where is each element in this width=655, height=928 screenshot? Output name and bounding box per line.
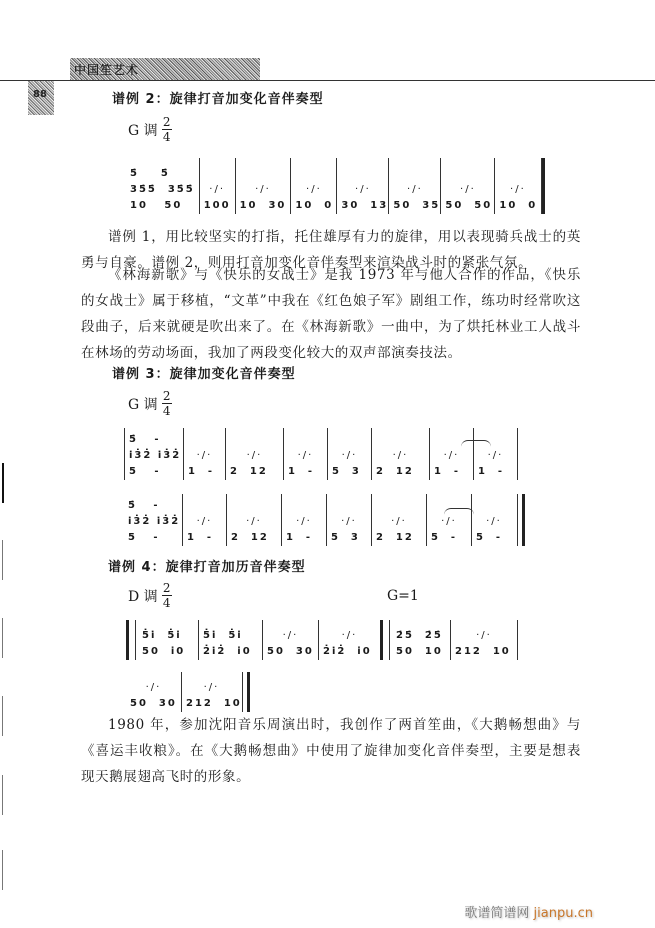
- score-measure: ·/· 10 0: [494, 158, 540, 214]
- score-measure: 5̇ 5̇ 35̇5̇ 35̇5̇ 10 50: [130, 168, 195, 211]
- example-2-key-signature: [128, 116, 172, 143]
- tie-slur: [461, 440, 491, 447]
- key-label: G 调: [128, 122, 158, 139]
- example-3-score-row-2: 5̇ - i̇3̇2̇ i̇3̇2̇ 5 - ·/· 1 - ·/· 2 12 ·/· 1 - ·/· 5 3 ·/· 2 12 ·/· 5 - ·/· 5 -: [124, 494, 530, 546]
- header-rule: [0, 80, 655, 81]
- example-4-heading: 谱例 4：旋律打音加历音伴奏型: [108, 560, 306, 575]
- margin-mark: [2, 618, 3, 658]
- margin-mark: [2, 850, 3, 890]
- final-barline: [541, 158, 545, 214]
- margin-mark: [2, 463, 4, 503]
- repeat-start-barline: [126, 620, 136, 660]
- site-watermark: 歌谱简谱网 jianpu.cn: [464, 906, 593, 921]
- score-measure: 5̇ - i̇3̇2̇ i̇3̇2̇ 5 -: [129, 434, 182, 477]
- example-4-score-row-2: ·/· 50 30 ·/· 212 10: [126, 672, 266, 712]
- tie-slur: [444, 508, 474, 515]
- margin-mark: [2, 696, 3, 736]
- repeat-end-barline: [242, 672, 250, 712]
- margin-mark: [2, 540, 3, 580]
- book-title: 中国笙艺术: [74, 63, 140, 77]
- score-measure: ·/· 10 30: [235, 158, 291, 214]
- page-number: 88: [33, 89, 47, 100]
- page-number-tab: [28, 81, 54, 115]
- example-3-key-signature: G 调 $\frac{2}{4}$: [128, 389, 171, 418]
- paragraph: 《林海新歌》与《快乐的女战士》是我 1973 年与他人合作的作品，《快乐的女战士》属于移植，“文革”中我在《红色娘子军》剧组工作，练功时经常吹这段曲子，后来就硬是吹出来了。在《林海新歌》一曲中，为了烘托林业工人战斗在林场的劳动场面，我加了两段变化较大的双声部演奏技法。: [81, 267, 581, 361]
- modulation-marker: G=1: [387, 588, 419, 604]
- score-measure: ·/· 50 50: [440, 158, 494, 214]
- example-4-key-signature: D 调 $\frac{2}{4}$: [128, 581, 171, 610]
- score-measure: ·/· 10 0: [290, 158, 336, 214]
- repeat-start-barline: [380, 620, 390, 660]
- score-measure: ·/· 30 13: [336, 158, 388, 214]
- example-3-heading: 谱例 3：旋律加变化音伴奏型: [112, 367, 296, 382]
- example-2-score: [126, 158, 538, 214]
- score-measure: ·/· 50 35: [388, 158, 440, 214]
- paragraph: 1980 年，参加沈阳音乐周演出时，我创作了两首笙曲，《大鹅畅想曲》与《喜运丰收粮》。在《大鹅畅想曲》中使用了旋律加变化音伴奏型，主要是想表现天鹅展翅高飞时的形象。: [81, 717, 581, 785]
- time-signature: $\frac{2}{4}$: [162, 115, 171, 144]
- example-3-score-row-1: 5̇ - i̇3̇2̇ i̇3̇2̇ 5 - ·/· 1 - ·/· 2 12 ·/· 1 - ·/· 5 3 ·/· 2 12 ·/· 1 - ·/· 1 -: [124, 428, 531, 480]
- example-2-heading: 谱例 2：旋律打音加变化音伴奏型: [112, 92, 324, 107]
- running-header-band: [70, 58, 260, 80]
- paragraph: 谱例 1，用比较坚实的打指，托住雄厚有力的旋律，用以表现骑兵战士的英勇与自豪。谱例 2，则用打音加变化音伴奏型来渲染战斗时的紧张气氛。: [81, 229, 581, 271]
- time-signature: $\frac{2}{4}$: [162, 581, 171, 610]
- example-4-score-row-1: 5̇i̇ 5̇i̇ 50 i0 5̇i̇ 5̇i̇ 2̇i̇2̇ i0 ·/· 50 30 ·/· 2̇i̇2̇ i0 2̇5̇ 2̇5̇ 50 10 ·/· 212 10: [126, 620, 536, 660]
- time-signature: $\frac{2}{4}$: [162, 389, 171, 418]
- final-barline: [517, 494, 525, 546]
- score-measure: ·/· 100: [199, 158, 235, 214]
- margin-mark: [2, 775, 3, 815]
